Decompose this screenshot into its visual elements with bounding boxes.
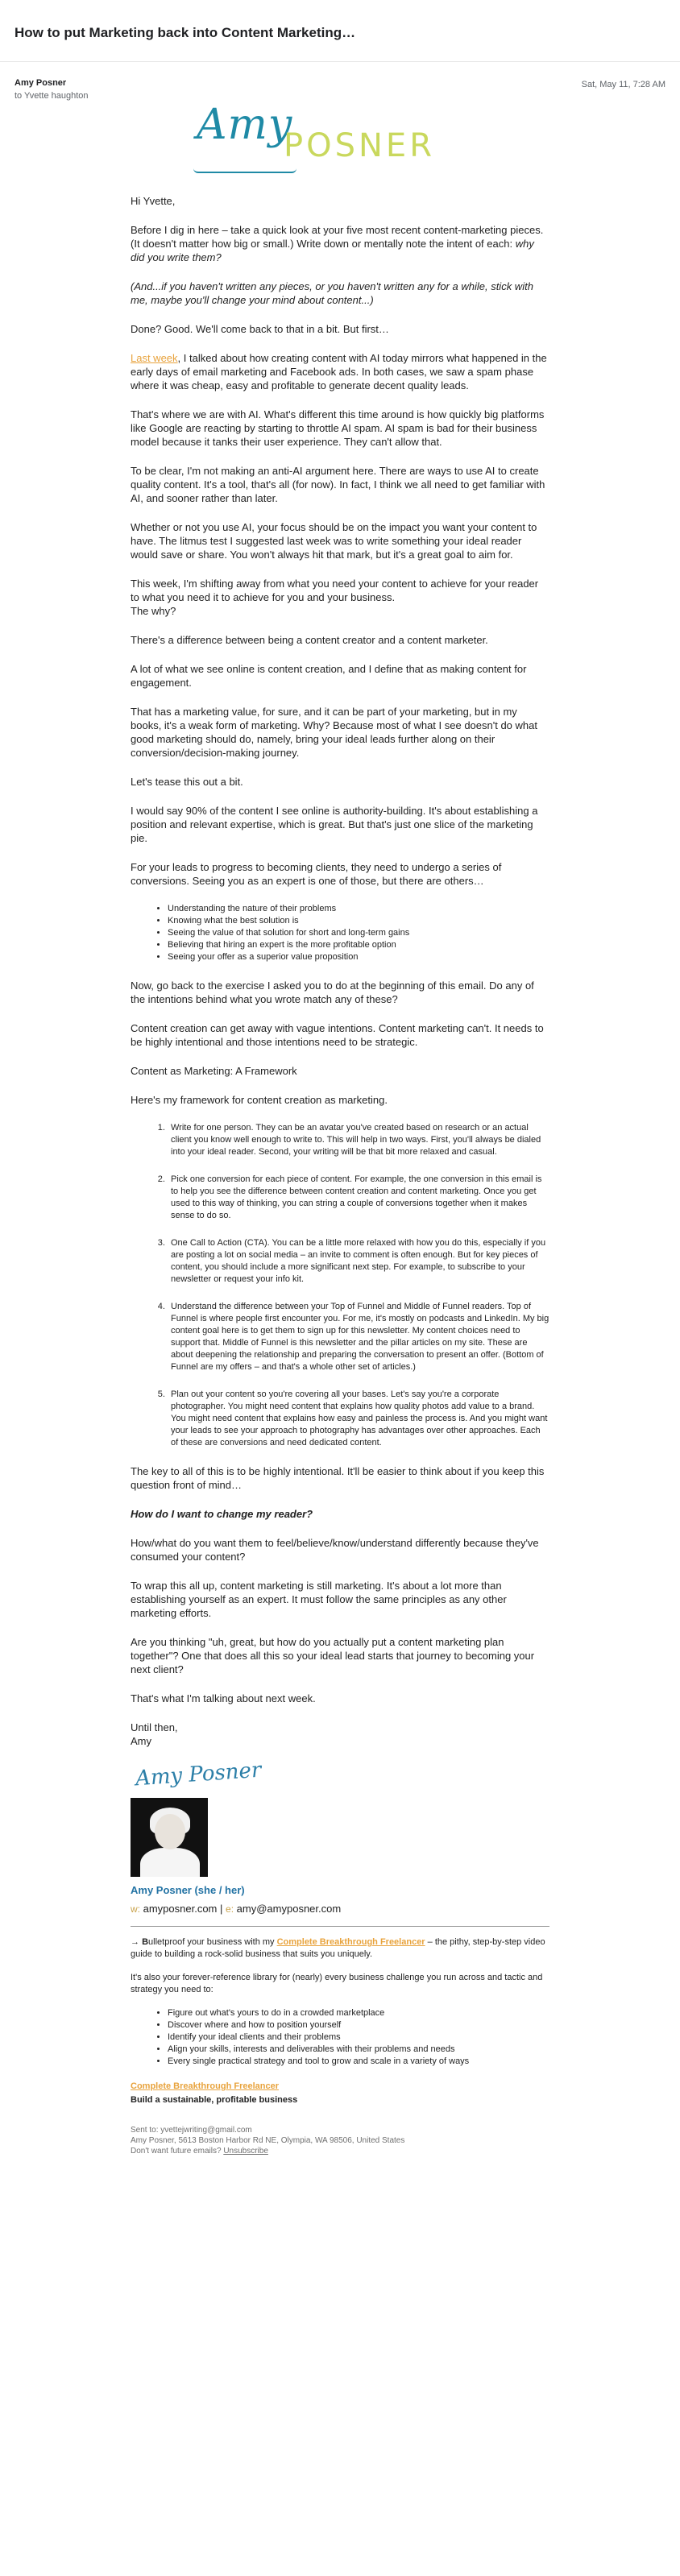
- list-item: • Understanding the nature of their problems: [168, 903, 549, 915]
- list-item: • Seeing the value of that solution for short and long-term gains: [168, 927, 549, 939]
- email-link[interactable]: amy@amyposner.com: [236, 1903, 342, 1915]
- list-item: • Believing that hiring an expert is the more profitable option: [168, 939, 549, 951]
- paragraph: Last week, I talked about how creating content with AI today mirrors what happened in the early days of email marketing and Facebook ads. In both cases, we saw a spam phase where it was cheap, easy and profitable to generate decent quality leads.: [131, 352, 547, 391]
- paragraph: A lot of what we see online is content creation, and I define that as making content for engagement.: [131, 663, 527, 689]
- email-body: [131, 101, 549, 2156]
- list-item: 5. Plan out your content so you're covering all your bases. Let's say you're a corporate photographer. You might need content that explains how quality photos add value to a brand. You might need content that explains how easy and painless the process is. And you might want your leads to see your approach to photography has advantages over other approaches. Each of these are conversions and need dedicated content.: [168, 1389, 549, 1449]
- list-item: 2. Pick one conversion for each piece of content. For example, the one conversion in this email is to help you see the difference between content creation and content marketing. Once you get used to this way of thinking, you can string a couple of conversions together when it makes sense to do so.: [168, 1174, 549, 1222]
- website-link[interactable]: amyposner.com: [143, 1903, 218, 1915]
- paragraph: Are you thinking "uh, great, but how do you actually put a content marketing plan together"? One that does all this so your ideal lead starts that journey to becoming your next client?: [131, 1636, 535, 1675]
- paragraph: How/what do you want them to feel/believe/know/understand differently because they've consumed your content?: [131, 1537, 539, 1563]
- signature-contact: w: amyposner.com | e: amy@amyposner.com: [131, 1903, 342, 1915]
- paragraph: Content creation can get away with vague intentions. Content marketing can't. It needs to be highly intentional and those intentions need to be strategic.: [131, 1022, 544, 1048]
- paragraph: I would say 90% of the content I see online is authority-building. It's about establishing a position and relevant expertise, which is great. But that's just one slice of the marketing pie.: [131, 805, 538, 844]
- list-item: • Every single practical strategy and tool to grow and scale in a variety of ways: [168, 2056, 549, 2068]
- avatar: [131, 1798, 208, 1877]
- handwritten-signature: Amy Posner: [135, 1758, 263, 1791]
- email-header: [0, 62, 680, 118]
- amy-posner-logo: [131, 101, 549, 183]
- email-icon: e:: [226, 1903, 234, 1915]
- paragraph: That has a marketing value, for sure, and it can be part of your marketing, but in my books, it's a weak form of marketing. Why? Because most of what I see doesn't do what good marketing should do, namely, bring your ideal leads further along on their conversion/decision-making journey.: [131, 706, 537, 759]
- paragraph: That's where we are with AI. What's different this time around is how quickly big platforms like Google are reacting by starting to throttle AI spam. AI spam is bad for their business model because it tanks their user experience. They can't allow that.: [131, 408, 545, 448]
- framework-list: [168, 1122, 549, 1449]
- paragraph: To be clear, I'm not making an anti-AI argument here. There are ways to use AI to create quality content. It's a tool, that's all (for now). In fact, I think we all need to get familiar with AI, and sooner rather than later.: [131, 465, 545, 504]
- promo-list: [168, 2007, 549, 2068]
- signature-name: Amy Posner (she / her): [131, 1884, 245, 1896]
- greeting: Hi Yvette,: [131, 195, 176, 207]
- email-subject: How to put Marketing back into Content Marketing…: [15, 25, 356, 40]
- list-item: • Knowing what the best solution is: [168, 915, 549, 927]
- paragraph: That's what I'm talking about next week.: [131, 1692, 316, 1704]
- globe-icon: w:: [131, 1903, 140, 1915]
- section-heading: Content as Marketing: A Framework: [131, 1065, 297, 1077]
- logo-last-name: POSNER: [284, 127, 435, 164]
- divider: [131, 1926, 549, 1927]
- conversions-list: [168, 903, 549, 963]
- list-item: • Figure out what's yours to do in a crowded marketplace: [168, 2007, 549, 2019]
- unsubscribe-link[interactable]: Unsubscribe: [223, 2147, 268, 2156]
- sender-name[interactable]: Amy Posner: [15, 78, 67, 88]
- list-item: • Identify your ideal clients and their problems: [168, 2031, 549, 2044]
- email-subject-bar: [0, 0, 680, 62]
- paragraph: There's a difference between being a content creator and a content marketer.: [131, 634, 488, 646]
- postal-address: Amy Posner, 5613 Boston Harbor Rd NE, Olympia, WA 98506, United States: [131, 2136, 405, 2145]
- paragraph: Here's my framework for content creation as marketing.: [131, 1094, 388, 1106]
- email-date: Sat, May 11, 7:28 AM: [581, 80, 665, 89]
- paragraph: The key to all of this is to be highly intentional. It'll be easier to think about if you keep this question front of mind…: [131, 1465, 545, 1491]
- paragraph: For your leads to progress to becoming clients, they need to undergo a series of conversions. Seeing you as an expert is one of those, but there are others…: [131, 861, 502, 887]
- list-item: 4. Understand the difference between your Top of Funnel and Middle of Funnel readers. Top of Funnel is where people first encounter you. For me, it's mostly on podcasts and LinkedIn. My big content goal here is to get them to sign up for this newsletter. My content choices need to support that. Middle of Funnel is this newsletter and the pillar articles on my site. These are about deepening the relationship and preparing the conversation to present an offer. (Bottom of Funnel are my offers – and that's a whole other set of articles.): [168, 1301, 549, 1373]
- paragraph: Whether or not you use AI, your focus should be on the impact you want your content to have. The litmus test I suggested last week was to write something your ideal reader would save or share. You won't always hit that mark, but it's a great goal to aim for.: [131, 521, 537, 561]
- list-item: • Align your skills, interests and deliverables with their problems and needs: [168, 2044, 549, 2056]
- logo-first-name: Amy: [197, 101, 293, 149]
- logo-swoosh: [193, 168, 296, 173]
- recipient-line[interactable]: to Yvette haughton: [15, 91, 89, 101]
- last-week-link[interactable]: Last week: [131, 352, 178, 364]
- closing: Until then, Amy: [131, 1721, 178, 1747]
- promo-paragraph: It's also your forever-reference library for (nearly) every business challenge you run across and tactic and strategy you need to:: [131, 1973, 543, 1994]
- sent-to: Sent to: yvettejwriting@gmail.com: [131, 2126, 252, 2135]
- list-item: 1. Write for one person. They can be an avatar you've created based on research or an actual client you know well enough to write to. This will help in two ways. First, you'll always be dialed into your ideal reader. Second, your writing will be that bit more relaxed and casual.: [168, 1122, 549, 1158]
- paragraph: Done? Good. We'll come back to that in a bit. But first…: [131, 323, 389, 335]
- paragraph: Before I dig in here – take a quick look at your five most recent content-marketing pieces. (It doesn't matter how big or small.) Write down or mentally note the intent of each: why did you write them?: [131, 224, 544, 263]
- unsubscribe-line: Don't want future emails? Unsubscribe: [131, 2147, 268, 2156]
- paragraph: Let's tease this out a bit.: [131, 776, 243, 788]
- paragraph: This week, I'm shifting away from what you need your content to achieve for your reader to what you need it to achieve for you and your business. The why?: [131, 578, 539, 617]
- course-title-link[interactable]: Complete Breakthrough Freelancer: [131, 2081, 279, 2091]
- list-item: • Discover where and how to position yourself: [168, 2019, 549, 2031]
- paragraph: To wrap this all up, content marketing is still marketing. It's about a lot more than establishing yourself as an expert. It must follow the same principles as any other marketing efforts.: [131, 1580, 507, 1619]
- paragraph: (And...if you haven't written any pieces, or you haven't written any for a while, stick with me, maybe you'll change your mind about content...): [131, 280, 533, 306]
- course-link[interactable]: Complete Breakthrough Freelancer: [276, 1937, 425, 1947]
- course-subtitle: Build a sustainable, profitable business: [131, 2095, 298, 2105]
- email-footer: [131, 2125, 549, 2156]
- key-question: How do I want to change my reader?: [131, 1508, 313, 1520]
- list-item: • Seeing your offer as a superior value proposition: [168, 951, 549, 963]
- paragraph: Now, go back to the exercise I asked you to do at the beginning of this email. Do any of the intentions behind what you wrote match any of these?: [131, 979, 534, 1005]
- list-item: 3. One Call to Action (CTA). You can be a little more relaxed with how you do this, especially if you are posting a lot on social media – an invite to comment is often enough. But for key pieces of content, you should include a more significant next step. For example, to subscribe to your newsletter or request your info kit.: [168, 1237, 549, 1286]
- promo-paragraph: → Bulletproof your business with my Complete Breakthrough Freelancer – the pithy, step-by-step video guide to building a rock-solid business that suits you uniquely.: [131, 1937, 545, 1959]
